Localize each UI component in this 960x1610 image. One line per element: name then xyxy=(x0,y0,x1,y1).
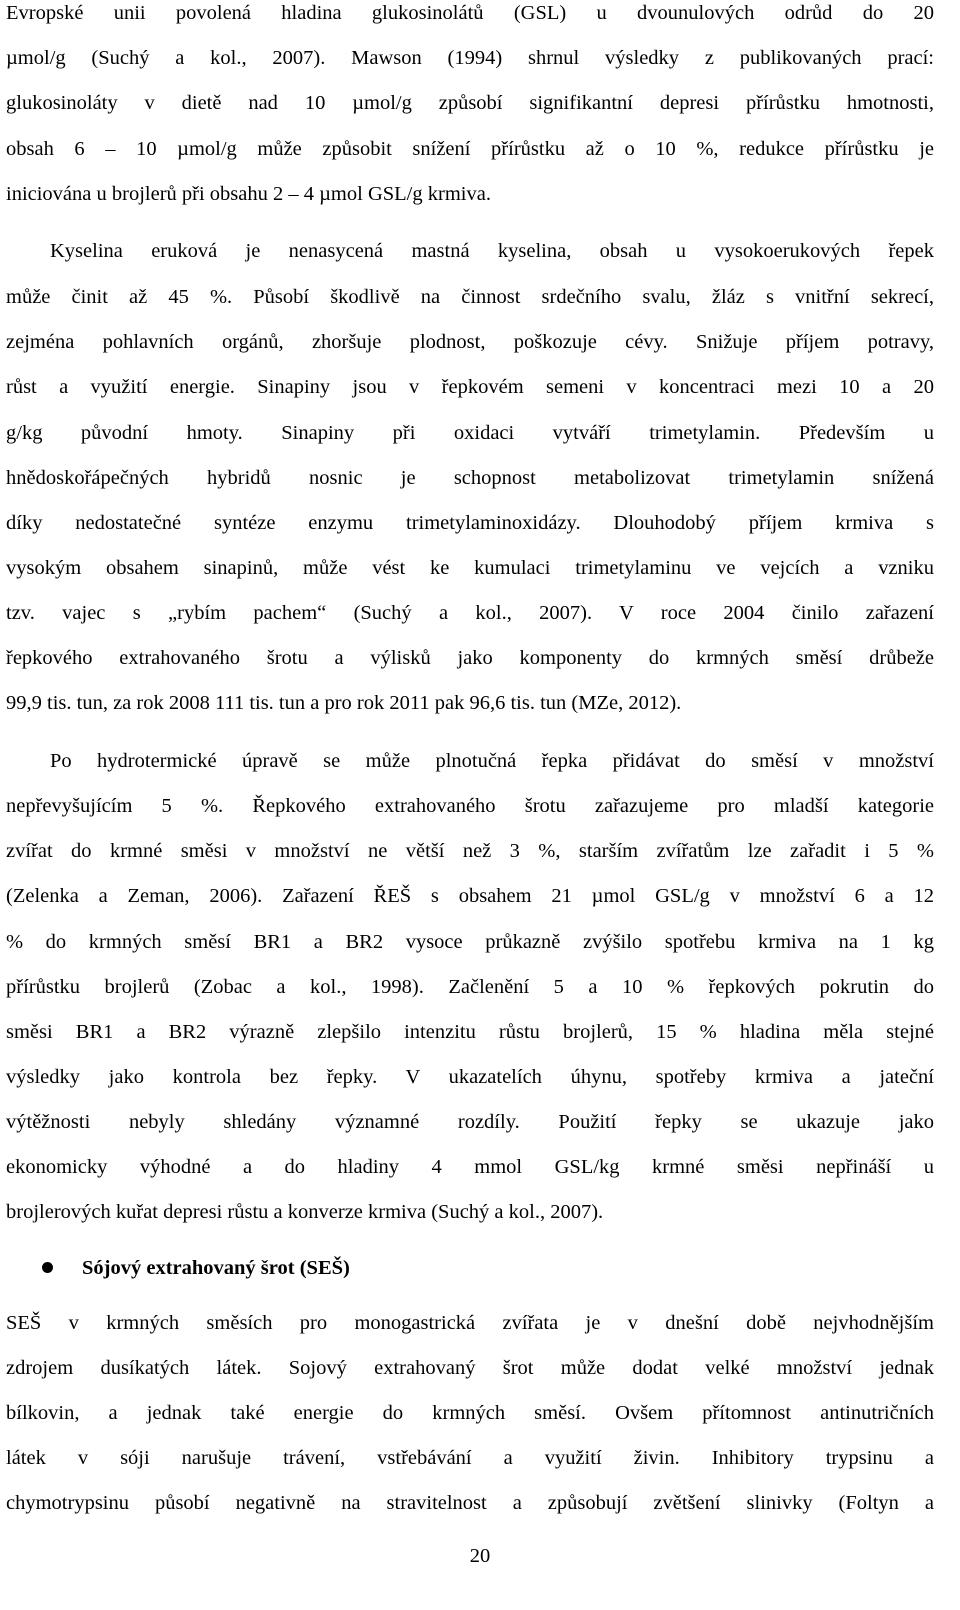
text-line: zvířat do krmné směsi v množství ne větší než 3 %, starším zvířatům lze zařadit i 5 % xyxy=(6,840,934,862)
text-line: % do krmných směsí BR1 a BR2 vysoce průkazně zvýšilo spotřebu krmiva na 1 kg xyxy=(6,931,934,953)
text-line: růst a využití energie. Sinapiny jsou v řepkovém semeni v koncentraci mezi 10 a 20 xyxy=(6,376,934,398)
text-line: výsledky jako kontrola bez řepky. V ukazatelích úhynu, spotřeby krmiva a jateční xyxy=(6,1066,934,1088)
text-line: ekonomicky výhodné a do hladiny 4 mmol GSL/kg krmné směsi nepřináší u xyxy=(6,1156,934,1178)
text-line: chymotrypsinu působí negativně na stravitelnost a způsobují zvětšení slinivky (Foltyn a xyxy=(6,1492,934,1514)
text-line: přírůstku brojlerů (Zobac a kol., 1998). Začlenění 5 a 10 % řepkových pokrutin do xyxy=(6,976,934,998)
page-number: 20 xyxy=(469,1545,491,1567)
text-line: nepřevyšujícím 5 %. Řepkového extrahovaného šrotu zařazujeme pro mladší kategorie xyxy=(6,795,934,817)
text-line: g/kg původní hmoty. Sinapiny při oxidaci vytváří trimetylamin. Především u xyxy=(6,422,934,444)
text-line: výtěžnosti nebyly shledány významné rozdíly. Použití řepky se ukazuje jako xyxy=(6,1111,934,1133)
text-line: směsi BR1 a BR2 výrazně zlepšilo intenzitu růstu brojlerů, 15 % hladina měla stejné xyxy=(6,1021,934,1043)
text-line: (Zelenka a Zeman, 2006). Zařazení ŘEŠ s obsahem 21 µmol GSL/g v množství 6 a 12 xyxy=(6,885,934,907)
section-title: Sójový extrahovaný šrot (SEŠ) xyxy=(82,1257,350,1279)
text-line: látek v sóji narušuje trávení, vstřebávání a využití živin. Inhibitory trypsinu a xyxy=(6,1447,934,1469)
text-line: díky nedostatečné syntéze enzymu trimetylaminoxidázy. Dlouhodobý příjem krmiva s xyxy=(6,512,934,534)
text-line: hnědoskořápečných hybridů nosnic je schopnost metabolizovat trimetylamin snížená xyxy=(6,467,934,489)
text-line: Po hydrotermické úpravě se může plnotučná řepka přidávat do směsí v množství xyxy=(50,750,934,772)
text-line: brojlerových kuřat depresi růstu a konverze krmiva (Suchý a kol., 2007). xyxy=(6,1201,604,1223)
text-line: obsah 6 – 10 µmol/g může způsobit snížení přírůstku až o 10 %, redukce přírůstku je xyxy=(6,138,934,160)
text-line: Evropské unii povolená hladina glukosinolátů (GSL) u dvounulových odrůd do 20 xyxy=(6,2,934,24)
text-line: Kyselina eruková je nenasycená mastná kyselina, obsah u vysokoerukových řepek xyxy=(50,240,934,262)
text-line: iniciována u brojlerů při obsahu 2 – 4 µmol GSL/g krmiva. xyxy=(6,183,491,205)
bullet-icon xyxy=(42,1262,53,1273)
text-line: zejména pohlavních orgánů, zhoršuje plodnost, poškozuje cévy. Snižuje příjem potravy, xyxy=(6,331,934,353)
text-line: může činit až 45 %. Působí škodlivě na činnost srdečního svalu, žláz s vnitřní sekrecí, xyxy=(6,286,934,308)
text-line: bílkovin, a jednak také energie do krmných směsí. Ovšem přítomnost antinutričních xyxy=(6,1402,934,1424)
text-line: µmol/g (Suchý a kol., 2007). Mawson (1994) shrnul výsledky z publikovaných prací: xyxy=(6,47,934,69)
text-line: řepkového extrahovaného šrotu a výlisků jako komponenty do krmných směsí drůbeže xyxy=(6,647,934,669)
text-line: tzv. vajec s „rybím pachem“ (Suchý a kol., 2007). V roce 2004 činilo zařazení xyxy=(6,602,934,624)
text-line: vysokým obsahem sinapinů, může vést ke kumulaci trimetylaminu ve vejcích a vzniku xyxy=(6,557,934,579)
text-line: 99,9 tis. tun, za rok 2008 111 tis. tun a pro rok 2011 pak 96,6 tis. tun (MZe, 2012). xyxy=(6,692,682,714)
text-line: glukosinoláty v dietě nad 10 µmol/g způsobí signifikantní depresi přírůstku hmotnosti, xyxy=(6,92,934,114)
text-line: zdrojem dusíkatých látek. Sojový extrahovaný šrot může dodat velké množství jednak xyxy=(6,1357,934,1379)
text-line: SEŠ v krmných směsích pro monogastrická zvířata je v dnešní době nejvhodnějším xyxy=(6,1312,934,1334)
